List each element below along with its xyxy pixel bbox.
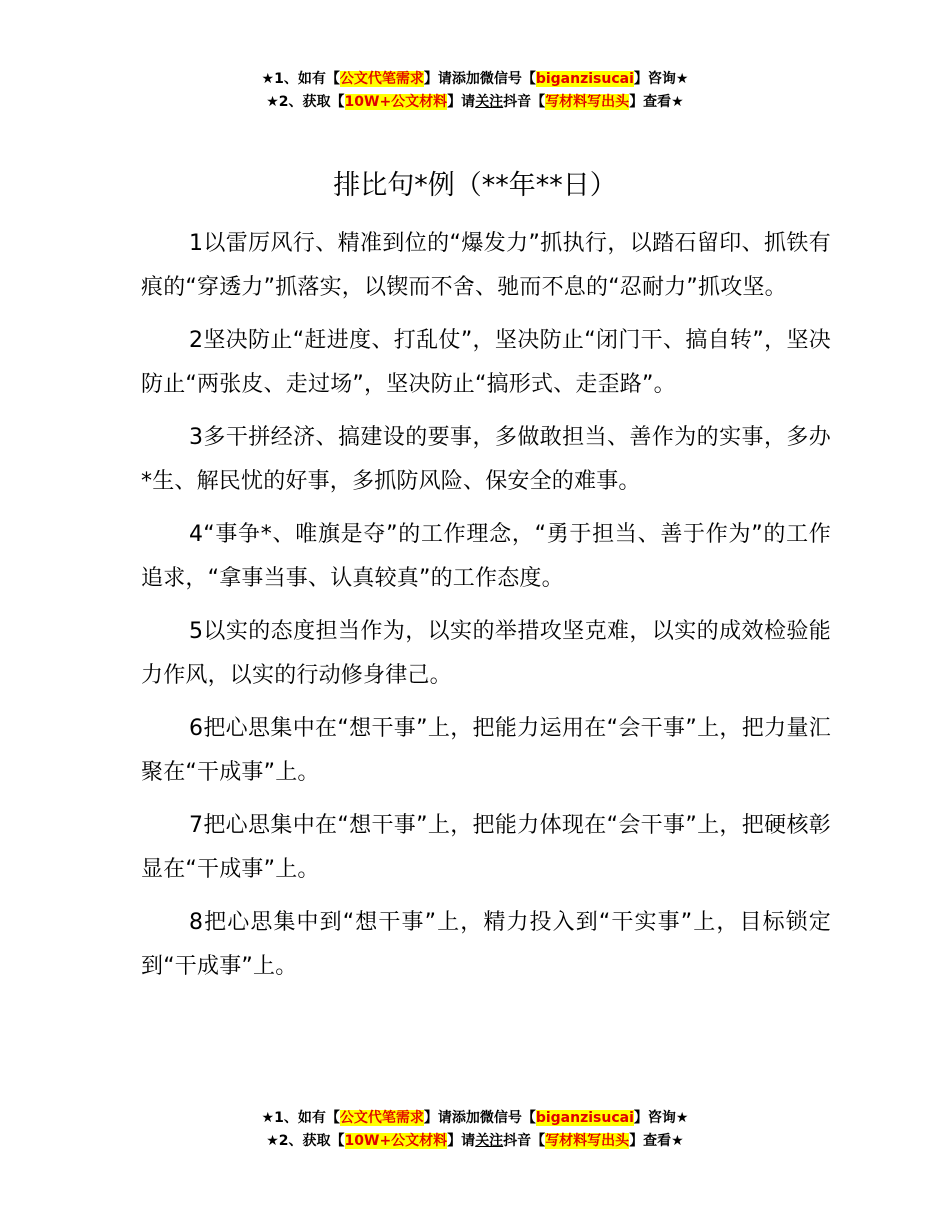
banner-line-2 [0,1130,950,1153]
banner-text: 】请 [423,1110,452,1126]
paragraph: 1以雷厉风行、精准到位的“爆发力”抓执行，以踏石留印、抓铁有痕的“穿透力”抓落实，以锲而不舍、驰而不息的“忍耐力”抓攻坚。 [141,231,831,300]
banner-text: 】请 [447,94,476,110]
highlight-wechat-id: biganzisucai [535,1110,634,1126]
banner-line-1 [0,68,950,91]
banner-line-1 [0,1107,950,1130]
highlight-materials: 10W+公文材料 [344,94,448,110]
paragraph: 3多干拼经济、搞建设的要事，多做敢担当、善作为的实事，多办*生、解民忧的好事，多抓防风险、保安全的难事。 [141,425,831,494]
banner-text: 关注 [475,94,504,110]
highlight-service: 公文代笔需求 [339,1110,424,1126]
banner-text: 抖音【 [503,94,546,110]
paragraph: 8把心思集中到“想干事”上，精力投入到“干实事”上，目标锁定到“干成事”上。 [141,910,831,979]
banner-text: ★1、如有【 [261,71,340,87]
highlight-douyin-name: 写材料写出头 [545,1133,630,1149]
highlight-douyin-name: 写材料写出头 [545,94,630,110]
banner-text: 】查看★ [629,94,684,110]
banner-text: 微信号【 [479,71,536,87]
highlight-materials: 10W+公文材料 [344,1133,448,1149]
paragraph: 4“事争*、唯旗是夺”的工作理念，“勇于担当、善于作为”的工作追求，“拿事当事、认真较真”的工作态度。 [141,522,831,591]
paragraph: 2坚决防止“赶进度、打乱仗”，坚决防止“闭门干、搞自转”，坚决防止“两张皮、走过场”，坚决防止“搞形式、走歪路”。 [141,328,831,397]
banner-text: ★2、获取【 [266,94,345,110]
bottom-banner [0,1107,950,1153]
banner-text: 关注 [475,1133,504,1149]
banner-line-2 [0,91,950,114]
paragraph: 6把心思集中在“想干事”上，把能力运用在“会干事”上，把力量汇聚在“干成事”上。 [141,716,831,785]
banner-text: 】请 [423,71,452,87]
banner-text: 】咨询★ [633,1110,689,1126]
document-title: 排比句*例（**年**日） [333,170,617,201]
paragraph: 5以实的态度担当作为，以实的举措攻坚克难，以实的成效检验能力作风，以实的行动修身律己。 [141,619,831,688]
banner-text: 微信号【 [479,1110,536,1126]
top-banner [0,68,950,114]
banner-text: ★2、获取【 [266,1133,345,1149]
banner-text: 】请 [447,1133,476,1149]
highlight-service: 公文代笔需求 [339,71,424,87]
highlight-wechat-id: biganzisucai [535,71,634,87]
document-body [141,222,831,998]
banner-text: 添加 [451,71,480,87]
banner-text: ★1、如有【 [261,1110,340,1126]
banner-text: 抖音【 [503,1133,546,1149]
banner-text: 】查看★ [629,1133,684,1149]
banner-text: 添加 [451,1110,480,1126]
banner-text: 】咨询★ [633,71,689,87]
paragraph: 7把心思集中在“想干事”上，把能力体现在“会干事”上，把硬核彰显在“干成事”上。 [141,813,831,882]
